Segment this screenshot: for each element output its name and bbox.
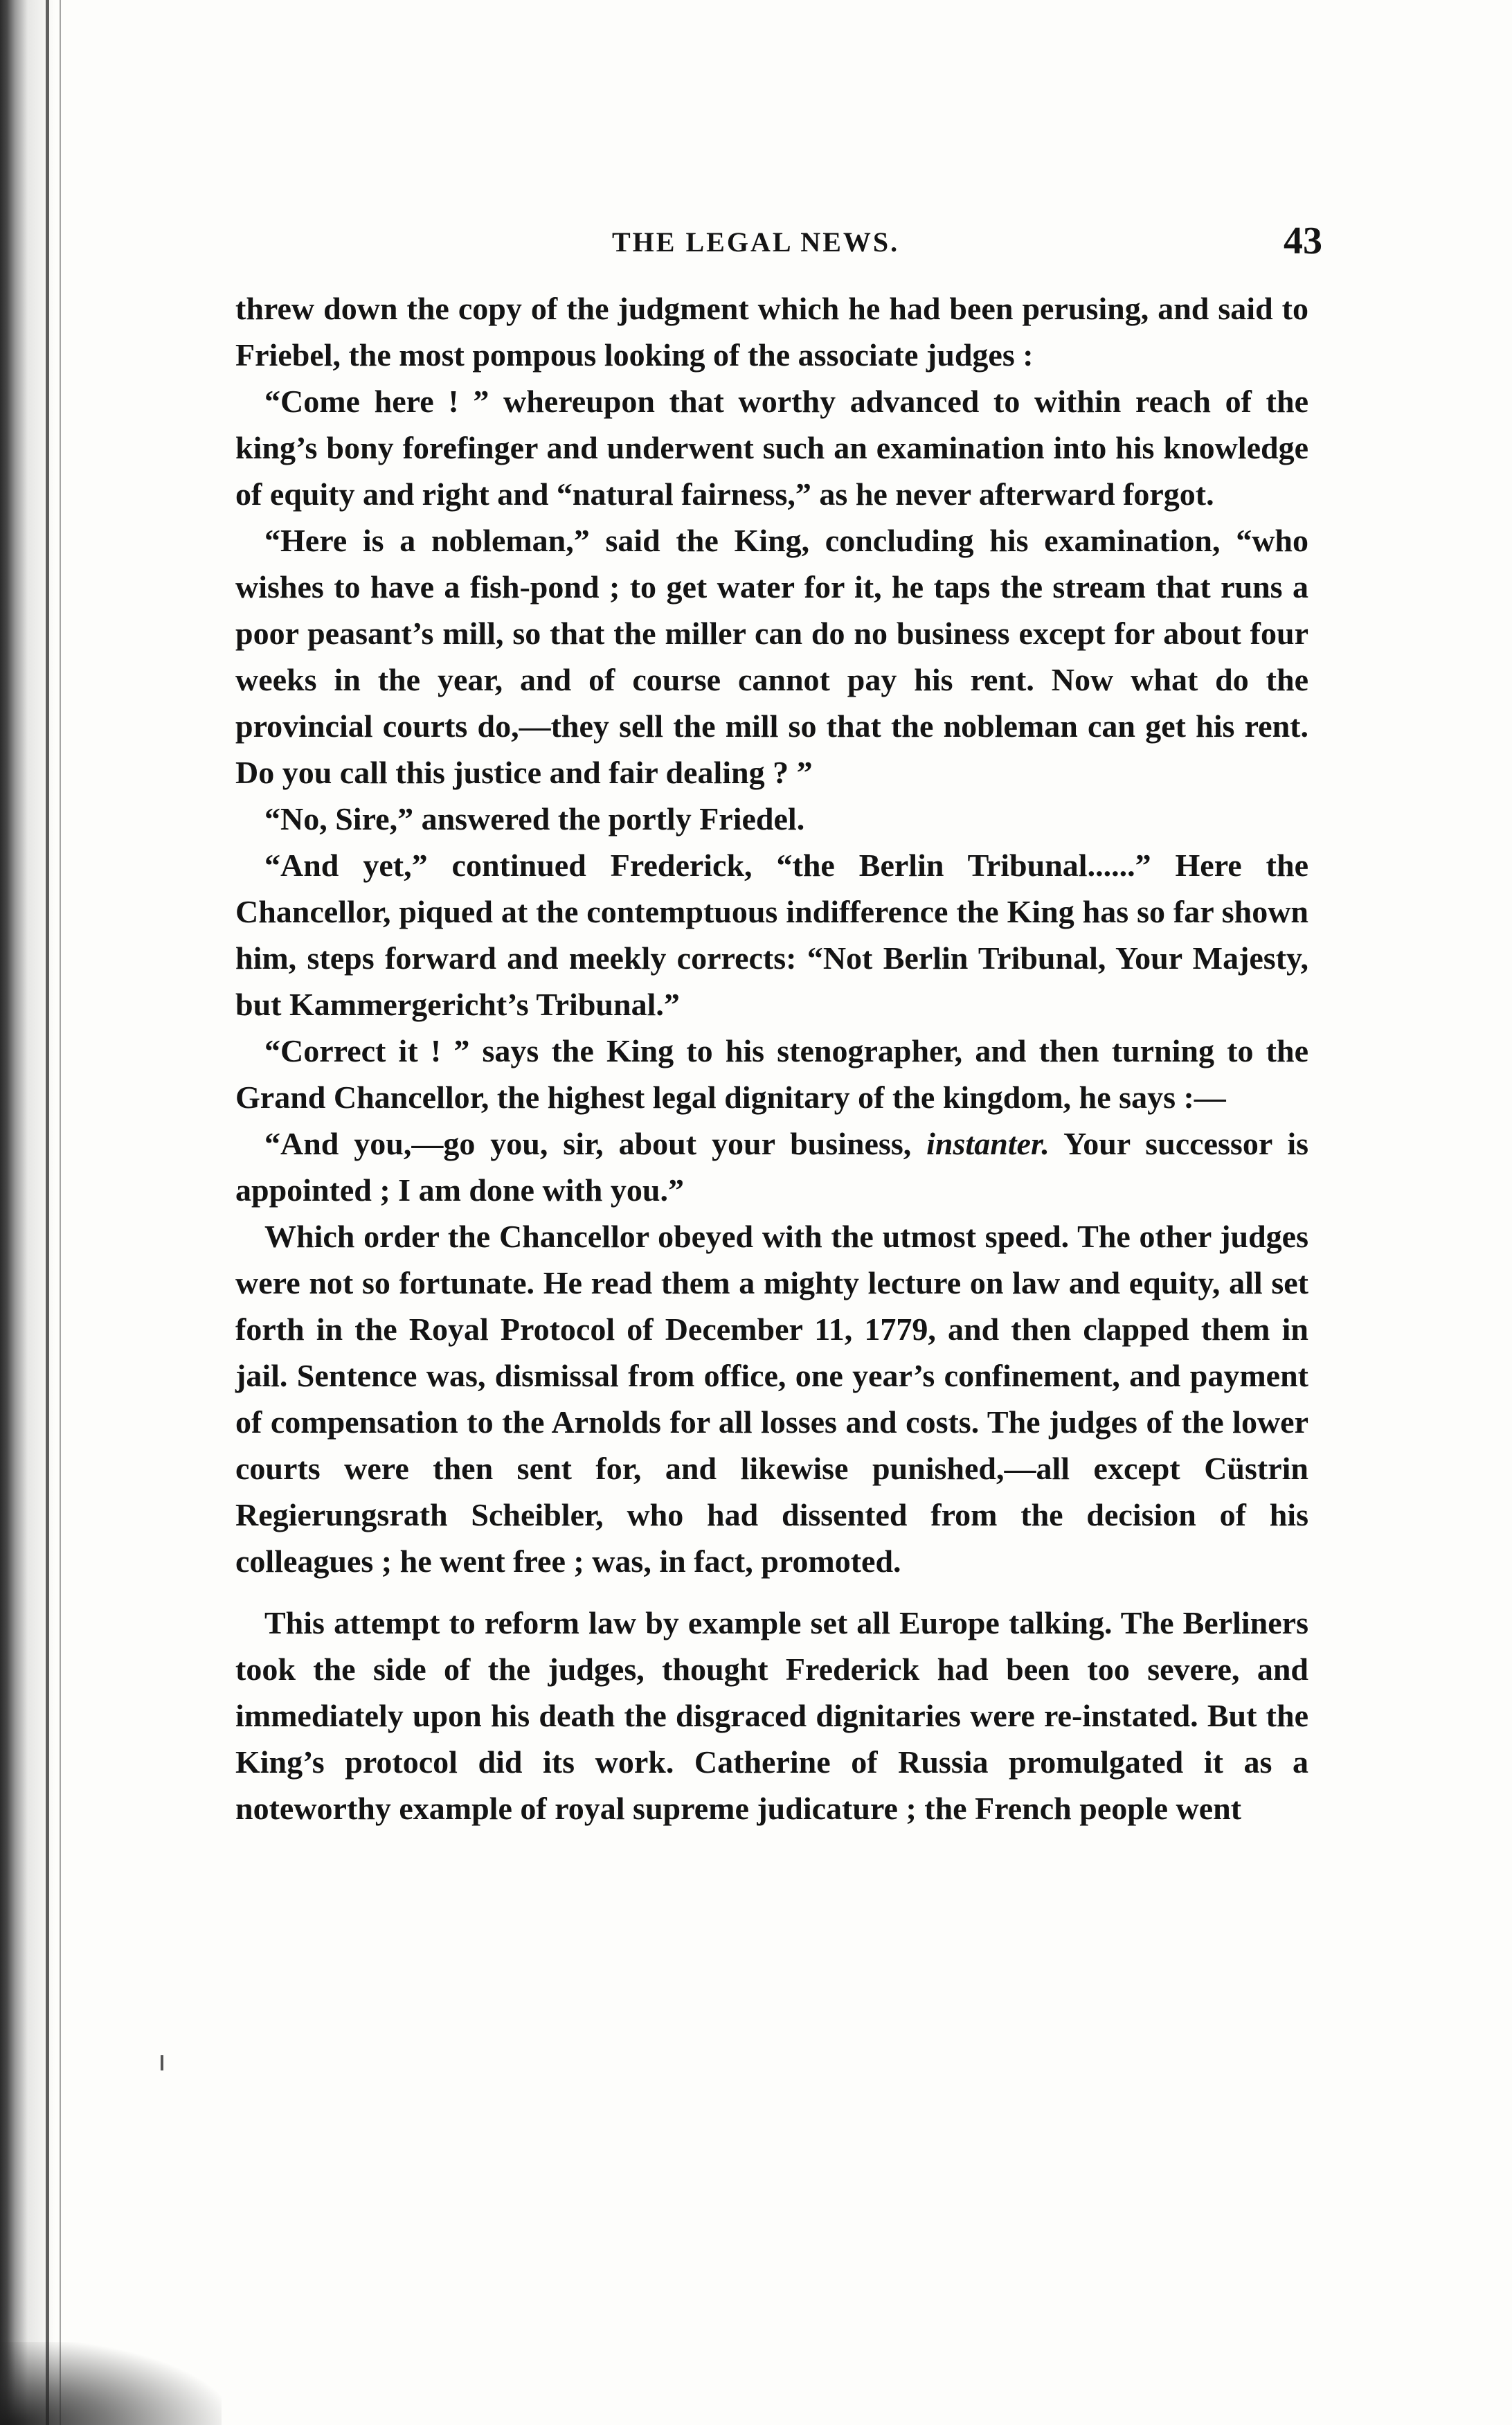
- paragraph-6: “Correct it ! ” says the King to his stenographer, and then turning to the Grand Chancellor, the highest legal dignitary of the kingdom, he says :—: [235, 1033, 1308, 1115]
- paragraph-7: [235, 1120, 1308, 1213]
- binding-line: [46, 0, 49, 2425]
- paragraph-2: “Come here ! ” whereupon that worthy advanced to within reach of the king’s bony forefinger and underwent such an examination into his knowledge of equity and right and “natural fairness,” as he never afterward forgot.: [235, 384, 1308, 512]
- paragraph-8: Which order the Chancellor obeyed with the utmost speed. The other judges were not so fortunate. He read them a mighty lecture on law and equity, all set forth in the Royal Protocol of December 11, 1779, and then clapped them in jail. Sentence was, dismissal from office, one year’s confinement, and payment of compensation to the Arnolds for all losses and costs. The judges of the lower courts were then sent for, and likewise punished,—all except Cüstrin Regierungsrath Scheibler, who had dissented from the decision of his colleagues ; he went free ; was, in fact, promoted.: [235, 1219, 1308, 1579]
- page-header: [242, 219, 1322, 274]
- running-head: THE LEGAL NEWS.: [612, 226, 900, 258]
- page-number: 43: [1284, 220, 1322, 262]
- paragraph-3: “Here is a nobleman,” said the King, concluding his examination, “who wishes to have a fish-pond ; to get water for it, he taps the stream that runs a poor peasant’s mill, so that the miller can do no business except for about four weeks in the year, and of course cannot pay his rent. Now what do the provincial courts do,—they sell the mill so that the nobleman can get his rent. Do you call this justice and fair dealing ? ”: [235, 523, 1308, 790]
- paragraph-7-start: “And you,—go you, sir, about your business,: [264, 1126, 927, 1161]
- paragraph-7-end: Your successor is appointed ; I am done with you.”: [235, 1126, 1308, 1208]
- paragraph-4: “No, Sire,” answered the portly Friedel.: [264, 801, 805, 836]
- article-body: [235, 285, 1308, 1832]
- paragraph-5: “And yet,” continued Frederick, “the Berlin Tribunal......” Here the Chancellor, piqued at the contemptuous indifference the King has so far shown him, steps forward and meekly corrects: “Not Berlin Tribunal, Your Majesty, but Kammergericht’s Tribunal.”: [235, 848, 1308, 1022]
- corner-shadow: [0, 2342, 222, 2425]
- paragraph-9: This attempt to reform law by example set all Europe talking. The Berliners took the side of the judges, thought Frederick had been too severe, and immediately upon his death the disgraced dignitaries were re-instated. But the King’s protocol did its work. Catherine of Russia promulgated it as a noteworthy example of royal supreme judicature ; the French people went: [235, 1605, 1308, 1826]
- paragraph-1: threw down the copy of the judgment which he had been perusing, and said to Friebel, the most pompous looking of the associate judges :: [235, 291, 1308, 373]
- binding-line-secondary: [60, 0, 61, 2425]
- italic-word: instanter.: [926, 1126, 1050, 1161]
- margin-mark: [161, 2055, 163, 2070]
